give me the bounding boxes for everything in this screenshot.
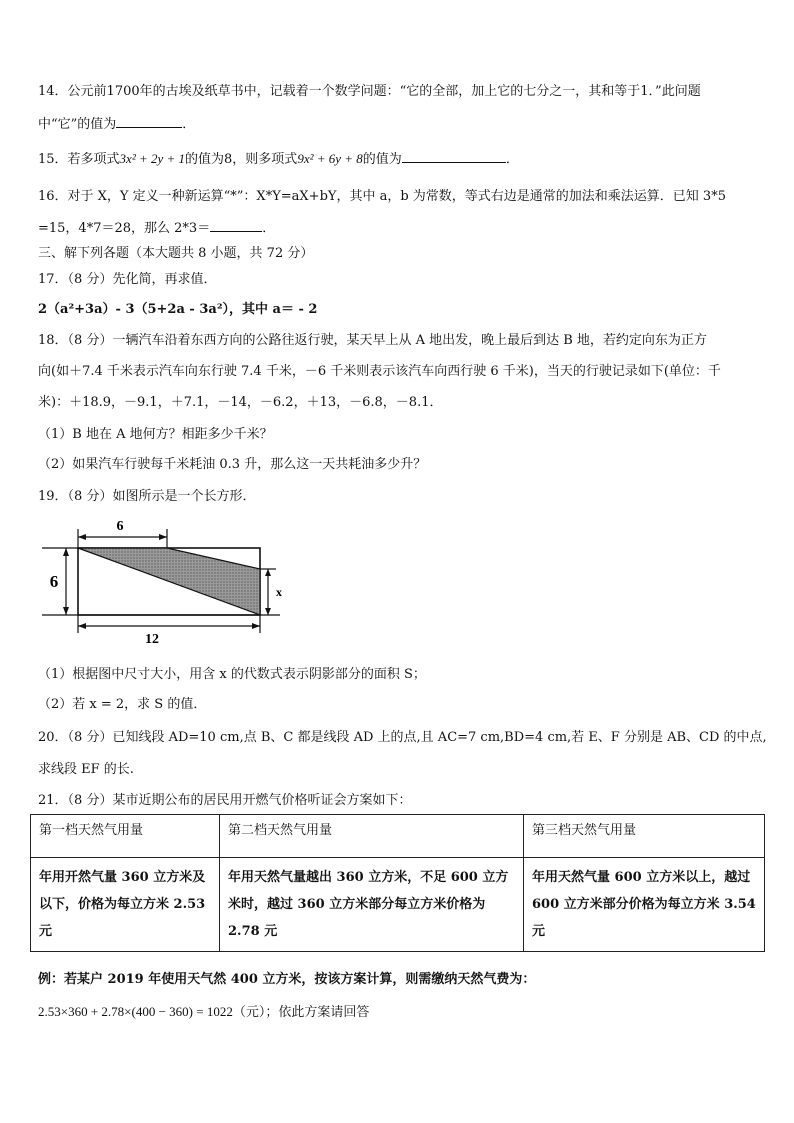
q16-line1: 16．对于 X，Y 定义一种新运算“*”：X*Y=aX+bY，其中 a，b 为常数，等式右边是通常的加法和乘法运算．已知 3*5 [38, 189, 726, 204]
gas-price-table [30, 814, 765, 952]
table-header-tier3: 第三档天然气用量 [524, 815, 765, 858]
top-dimension-label: 6 [116, 519, 124, 534]
q18-line3: 米)：＋18.9，－9.1，＋7.1，－14，－6.2，＋13，－6.8，－8.1． [38, 395, 443, 410]
q15-poly1: 3x² + 2y + 1 [119, 151, 186, 166]
q15-suffix: 的值为 [362, 152, 402, 167]
q21-formula: 2.53×360 + 2.78×(400 − 360) = 1022 [38, 1004, 233, 1019]
q14-line2-text: 中“它”的值为 [38, 117, 117, 132]
bottom-dimension-label: 12 [145, 632, 159, 645]
q18-sub2: （2）如果汽车行驶每千米耗油 0.3 升，那么这一天共耗油多少升？ [38, 457, 427, 472]
q20-line2: 求线段 EF 的长. [38, 762, 134, 777]
q18-line2: 向(如＋7.4 千米表示汽车向东行驶 7.4 千米，－6 千米则表示该汽车向西行驶 6 千米)，当天的行驶记录如下(单位：千 [38, 364, 721, 379]
right-dimension-label: x [276, 585, 282, 599]
q15-prefix: 15．若多项式 [38, 152, 120, 167]
q14-line2-end: ． [182, 117, 196, 132]
table-header-tier1: 第一档天然气用量 [31, 815, 220, 858]
rectangle-figure [40, 515, 302, 645]
q14-answer-blank[interactable] [116, 115, 182, 128]
q18-line1: 18．（8 分）一辆汽车沿着东西方向的公路往返行驶，某天早上从 A 地出发，晚上最后到达 B 地，若约定向东为正方 [38, 333, 707, 348]
q19-line1: 19．（8 分）如图所示是一个长方形． [38, 489, 256, 504]
table-cell-tier3: 年用天然气量 600 立方米以上，越过 600 立方米部分价格为每立方米 3.54 元 [524, 858, 765, 952]
table-header-tier2: 第二档天然气用量 [220, 815, 524, 858]
q20-line1: 20．（8 分）已知线段 AD=10 cm,点 B、C 都是线段 AD 上的点,且 AC=7 cm,BD=4 cm,若 E、F 分别是 AB、CD 的中点, [38, 730, 767, 745]
q16-line2-text: =15，4*7＝28，那么 2*3＝ [38, 221, 211, 236]
q21-line1: 21．（8 分）某市近期公布的居民用开燃气价格听证会方案如下： [38, 793, 412, 808]
q21-formula-tail: （元）；依此方案请回答 [232, 1005, 370, 1020]
q21-example: 例：若某户 2019 年使用天气然 400 立方米，按该方案计算，则需缴纳天然气费为： [38, 972, 536, 987]
q18-sub1: （1）B 地在 A 地何方？相距多少千米？ [38, 427, 273, 442]
q17-line1: 17．（8 分）先化简，再求值． [38, 272, 217, 287]
table-header-row [31, 815, 765, 858]
q17-expression: 2（a²+3a）- 3（5+2a - 3a²），其中 a＝ - 2 [38, 302, 318, 317]
q19-sub2: （2）若 x = 2，求 S 的值． [38, 697, 207, 712]
shaded-region [78, 548, 260, 615]
table-row [31, 858, 765, 952]
q16-line2 [38, 219, 275, 237]
q15-poly2: 9x² + 6y + 8 [297, 151, 363, 166]
q16-line2-end: ． [262, 221, 276, 236]
table-cell-tier2: 年用天然气量越出 360 立方米，不足 600 立方米时，越过 360 立方米部分每立方米价格为 2.78 元 [220, 858, 524, 952]
q15-end: ． [505, 152, 519, 167]
q16-answer-blank[interactable] [210, 219, 262, 232]
left-dimension-label: 6 [49, 572, 59, 591]
q15-answer-blank[interactable] [402, 150, 506, 163]
q21-formula-line [38, 1004, 369, 1021]
section-heading: 三、解下列各题（本大题共 8 小题，共 72 分） [38, 246, 314, 261]
q15-middle: 的值为8，则多项式 [185, 152, 298, 167]
q19-sub1: （1）根据图中尺寸大小，用含 x 的代数式表示阴影部分的面积 S； [38, 667, 426, 682]
q14-line2 [38, 115, 195, 133]
table-cell-tier1: 年用开然气量 360 立方米及以下，价格为每立方米 2.53 元 [31, 858, 220, 952]
q14-line1: 14．公元前1700年的古埃及纸草书中，记载着一个数学问题：“它的全部，加上它的七分之一，其和等于1．”此问题 [38, 84, 701, 99]
q15-line [38, 150, 519, 168]
